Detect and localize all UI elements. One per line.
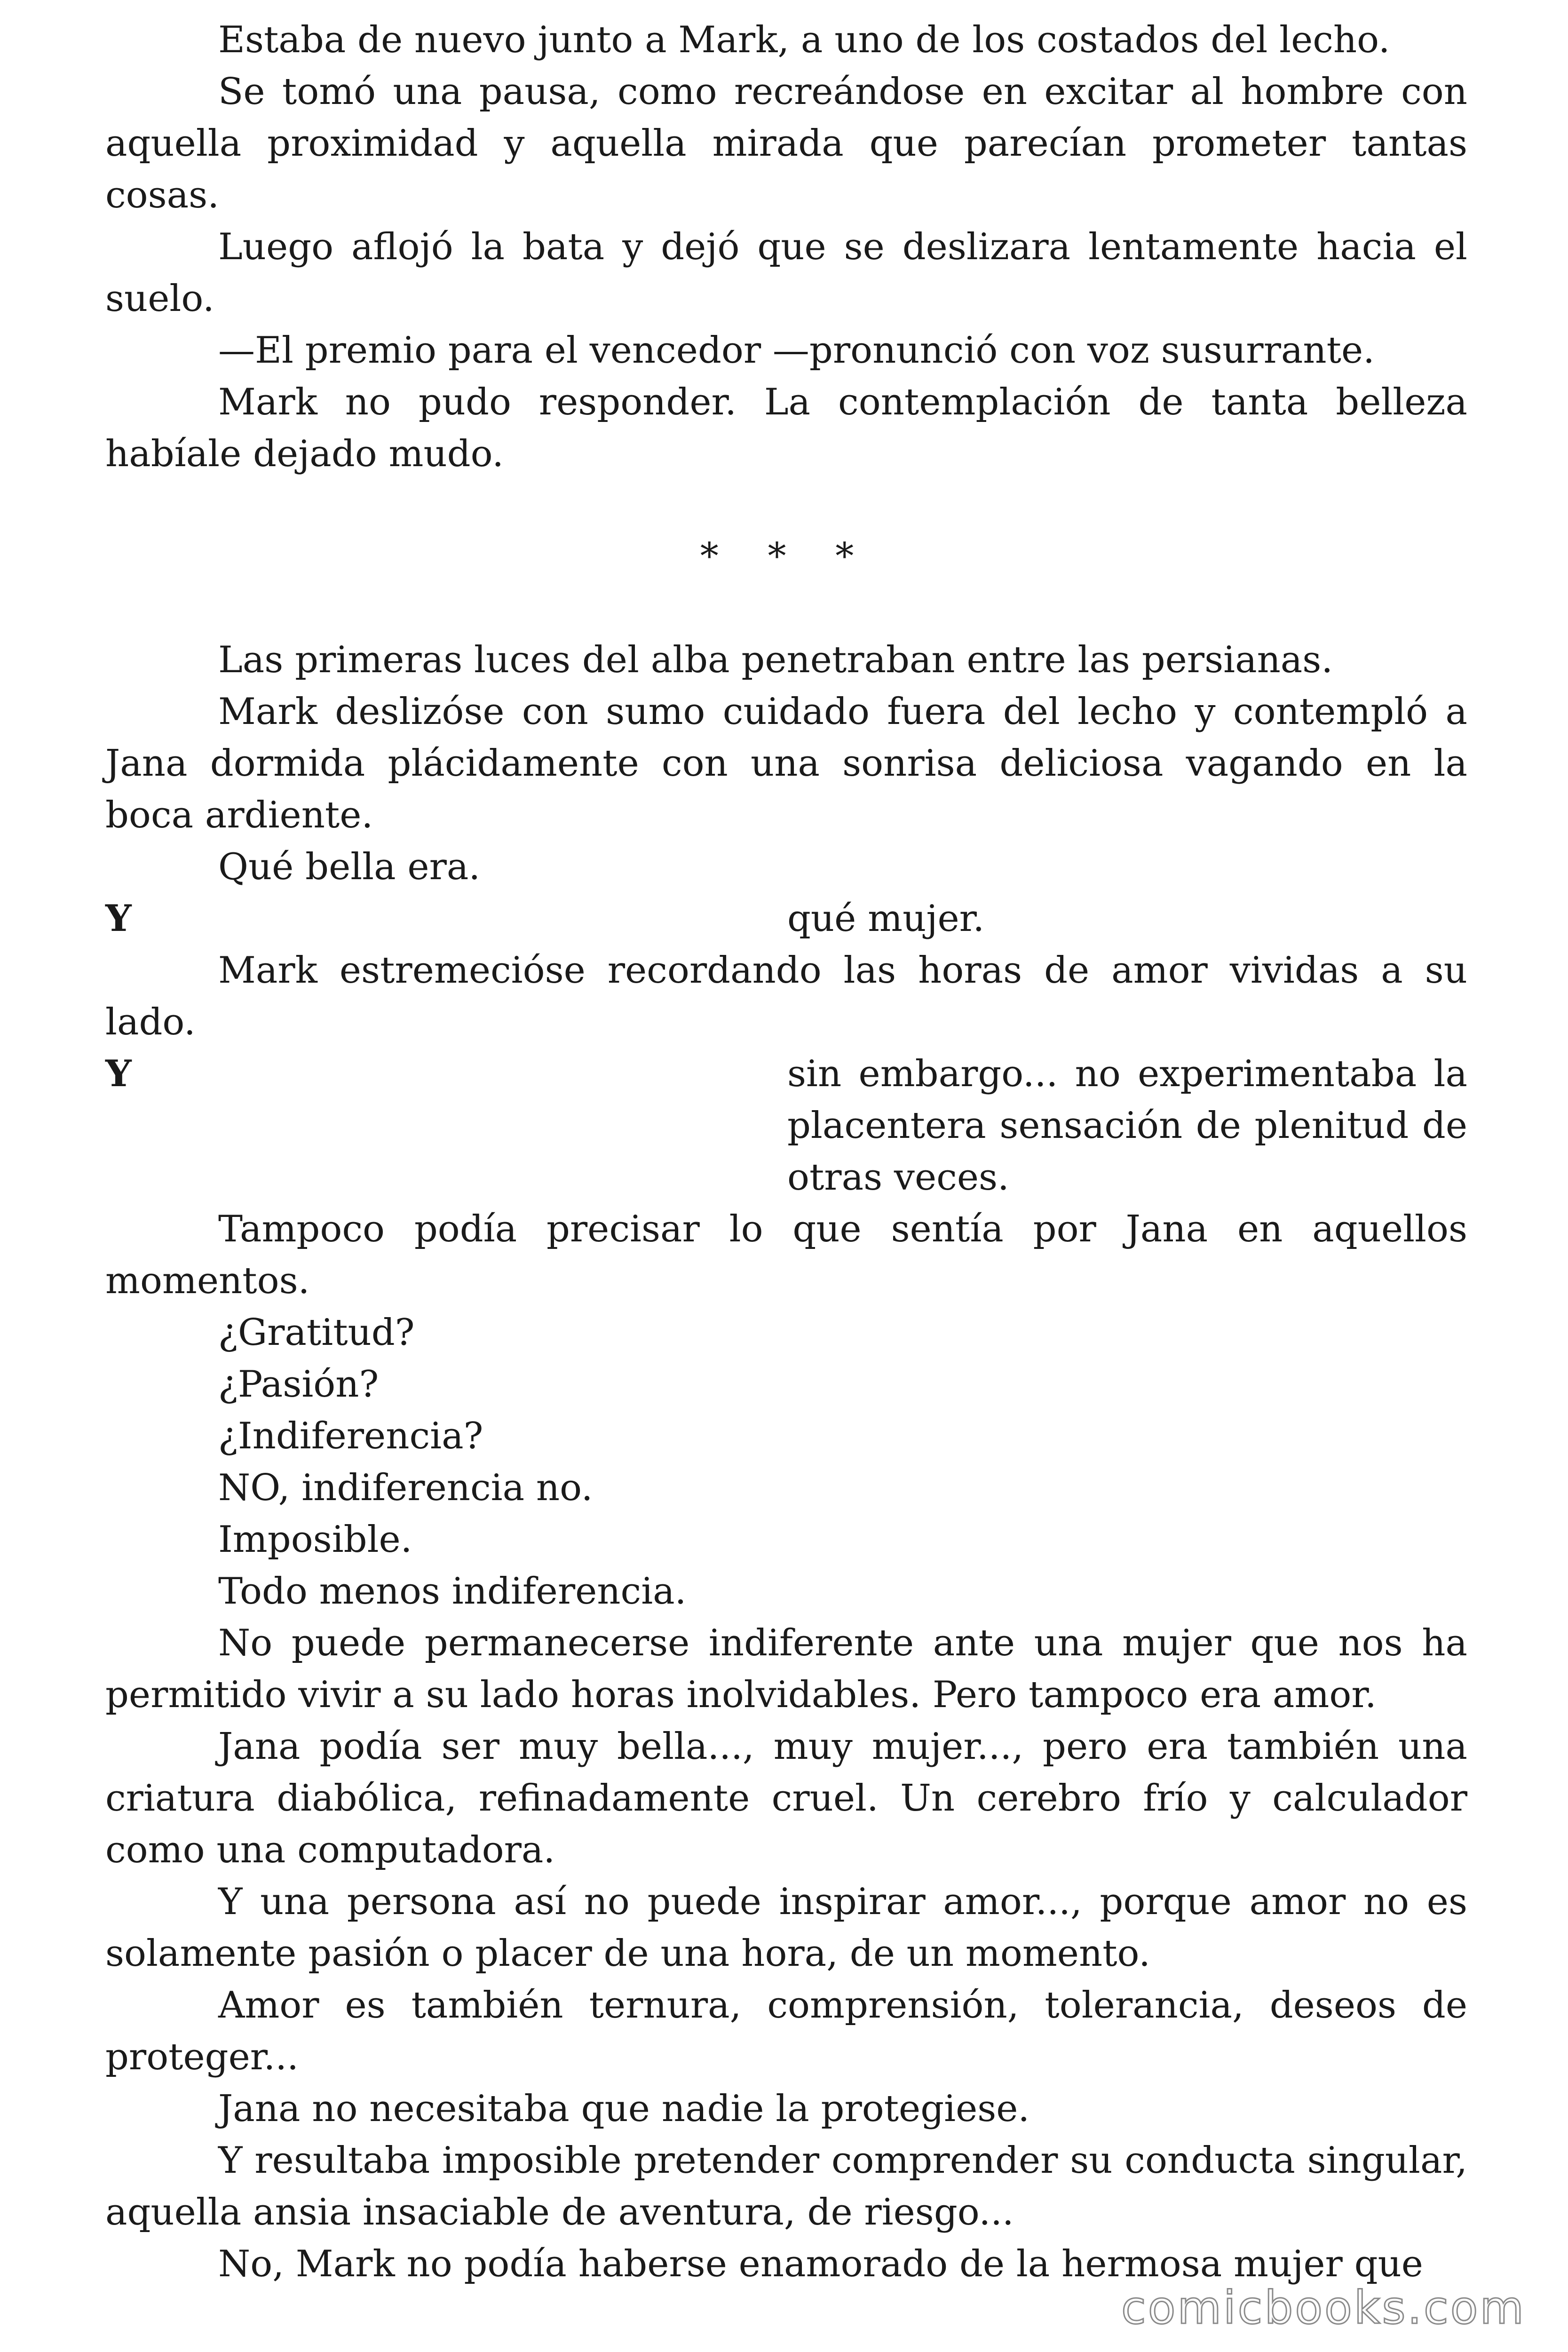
- paragraph: Estaba de nuevo junto a Mark, a uno de los costados del lecho.: [218, 19, 1390, 61]
- paragraph: Se tomó una pausa, como recreándose en excitar al hombre con aquella proximidad y aquella mirada que parecían prometer tantas cosas.: [105, 71, 1467, 216]
- paragraph: Amor es también ternura, comprensión, tolerancia, deseos de proteger...: [105, 1984, 1467, 2078]
- paragraph: Imposible.: [218, 1518, 412, 1561]
- paragraph: Qué bella era.: [218, 846, 481, 888]
- paragraph: Jana no necesitaba que nadie la protegiese.: [218, 2088, 1030, 2130]
- paragraph: NO, indiferencia no.: [218, 1467, 593, 1509]
- paragraph: ¿Indiferencia?: [218, 1415, 483, 1457]
- paragraph: Tampoco podía precisar lo que sentía por Jana en aquellos momentos.: [105, 1208, 1467, 1302]
- drop-cap-line: [105, 1048, 1467, 1203]
- book-page: [105, 14, 1467, 2290]
- paragraph: Las primeras luces del alba penetraban entre las persianas.: [218, 639, 1333, 681]
- drop-cap-text: sin embargo... no experimentaba la placentera sensación de plenitud de otras veces.: [787, 1053, 1467, 1199]
- paragraph: ¿Pasión?: [218, 1363, 379, 1406]
- watermark-logo: comicbooks.com: [1121, 2281, 1526, 2334]
- paragraph: Luego aflojó la bata y dejó que se deslizara lentamente hacia el suelo.: [105, 226, 1467, 320]
- paragraph: Jana podía ser muy bella..., muy mujer..., pero era también una criatura diabólica, refinadamente cruel. Un cerebro frío y calculador como una computadora.: [105, 1725, 1467, 1871]
- drop-cap-text: qué mujer.: [787, 898, 985, 940]
- paragraph: Y una persona así no puede inspirar amor..., porque amor no es solamente pasión o placer de una hora, de un momento.: [105, 1881, 1467, 1975]
- paragraph: Mark deslizóse con sumo cuidado fuera del lecho y contempló a Jana dormida plácidamente con una sonrisa deliciosa vagando en la boca ardiente.: [105, 691, 1467, 836]
- paragraph: Mark estremecióse recordando las horas de amor vividas a su lado.: [105, 949, 1467, 1043]
- drop-cap-line: [105, 893, 1467, 945]
- paragraph: ¿Gratitud?: [218, 1311, 415, 1354]
- paragraph: Mark no pudo responder. La contemplación de tanta belleza habíale dejado mudo.: [105, 381, 1467, 475]
- paragraph: No, Mark no podía haberse enamorado de la hermosa mujer que: [218, 2243, 1423, 2285]
- paragraph: No puede permanecerse indiferente ante una mujer que nos ha permitido vivir a su lado horas inolvidables. Pero tampoco era amor.: [105, 1622, 1467, 1716]
- paragraph: Todo menos indiferencia.: [218, 1570, 687, 1613]
- section-separator: * * *: [700, 535, 873, 578]
- paragraph: Y resultaba imposible pretender comprender su conducta singular, aquella ansia insaciable de aventura, de riesgo...: [105, 2139, 1467, 2233]
- drop-cap: Y: [105, 897, 132, 940]
- paragraph: —El premio para el vencedor —pronunció con voz susurrante.: [218, 329, 1375, 372]
- drop-cap: Y: [105, 1052, 132, 1095]
